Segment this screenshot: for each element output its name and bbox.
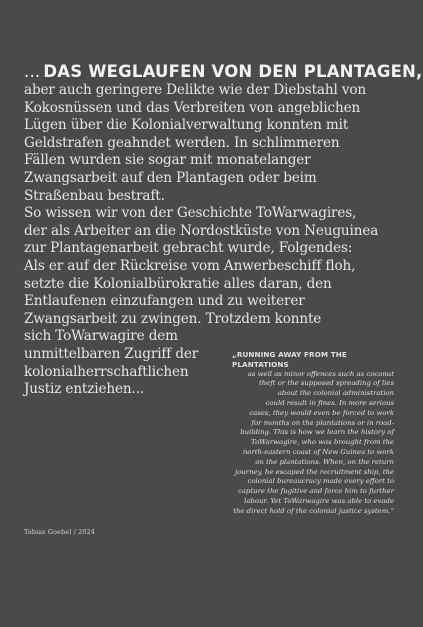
german-line: unmittelbaren Zugriff der	[24, 345, 199, 362]
english-line: journey, he escaped the recruitment ship, the	[235, 467, 394, 476]
english-translation	[232, 350, 394, 517]
headline	[24, 62, 423, 82]
english-line: capture the fugitive and force him to further	[238, 487, 394, 496]
english-line: building. This is how we learn the history of	[240, 428, 394, 437]
german-line: Justiz entziehen...	[24, 381, 144, 398]
headline-text: DAS WEGLAUFEN VON DEN PLANTAGEN,	[43, 62, 423, 81]
german-line: der als Arbeiter an die Nordostküste von Neuguinea	[24, 222, 379, 239]
german-line: Zwangsarbeit zu zwingen. Trotzdem konnte	[24, 310, 322, 327]
english-line: as well as minor offences such as coconut	[247, 369, 394, 378]
german-line: Zwangsarbeit auf den Plantagen oder beim	[24, 169, 317, 186]
english-line: theft or the supposed spreading of lies	[258, 379, 394, 388]
text-panel	[24, 62, 423, 399]
headline-ellipsis: ...	[24, 62, 41, 81]
english-line: for months on the plantations or in road-	[251, 418, 394, 427]
german-line: So wissen wir von der Geschichte ToWarwagires,	[24, 205, 357, 222]
german-line: Kokosnüssen und das Verbreiten von angeblichen	[24, 99, 361, 116]
german-line: Entlaufenen einzufangen und zu weiterer	[24, 293, 305, 310]
german-line: Geldstrafen geahndet werden. In schlimmeren	[24, 134, 340, 151]
german-line: zur Plantagenarbeit gebracht wurde, Folgendes:	[24, 240, 353, 257]
english-line: cases, they would even be forced to work	[249, 408, 394, 417]
german-line: sich ToWarwagire dem	[24, 328, 178, 345]
german-line: aber auch geringere Delikte wie der Diebstahl von	[24, 82, 367, 98]
english-line: the direct hold of the colonial justice system.“	[233, 506, 394, 515]
german-line: Als er auf der Rückreise vom Anwerbeschiff floh,	[24, 257, 356, 274]
german-line: setzte die Kolonialbürokratie alles daran, den	[24, 275, 332, 292]
english-line: about the colonial administration	[277, 389, 394, 398]
german-line: Lügen über die Kolonialverwaltung konnten mit	[24, 117, 349, 134]
english-line: north-eastern coast of New Guinea to work	[242, 447, 394, 456]
english-line: ToWarwagire, who was brought from the	[251, 438, 394, 447]
english-line: could result in fines. In more serious	[265, 398, 394, 407]
german-line: Fällen wurden sie sogar mit monatelanger	[24, 152, 311, 169]
english-line: colonial bureaucracy made every effort to	[247, 477, 394, 486]
english-line: on the plantations. When, on the return	[255, 457, 394, 466]
german-line: Straßenbau bestraft.	[24, 187, 165, 204]
german-line: kolonialherrschaftlichen	[24, 363, 189, 380]
english-line: labour. Yet ToWarwagire was able to evade	[244, 496, 394, 505]
english-title: „RUNNING AWAY FROM THE PLANTATIONS	[232, 350, 347, 369]
author-credit: Tobias Goebel / 2024	[24, 529, 96, 536]
